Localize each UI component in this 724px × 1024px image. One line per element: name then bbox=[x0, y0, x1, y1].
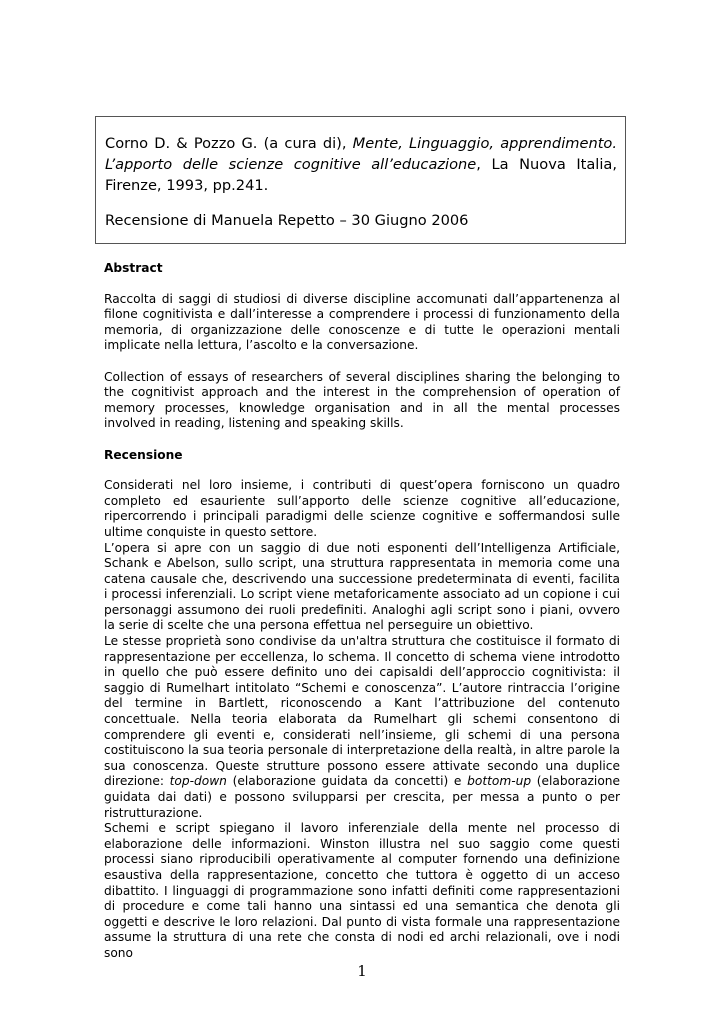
document-body bbox=[104, 261, 620, 962]
citation-authors: Corno D. & Pozzo G. (a cura di), bbox=[105, 135, 353, 152]
review-paragraph: L’opera si apre con un saggio di due noti esponenti dell’Intelligenza Artificiale, Schank e Abelson, sullo script, una struttura rappresentata in memoria come una catena causale che, descrivendo una successione predeterminata di eventi, facilita i processi inferenziali. Lo script viene metaforicamente associato ad un copione i cui personaggi assumono dei ruoli predefiniti. Analoghi agli script sono i piani, ovvero la serie di scelte che una persona effettua nel perseguire un obiettivo. bbox=[104, 540, 620, 633]
review-paragraph: Considerati nel loro insieme, i contributi di quest’opera forniscono un quadro completo ed esauriente sull’apporto delle scienze cognitive all’educazione, ripercorrendo i principali paradigmi delle scienze cognitive e soffermandosi sulle ultime conquiste in questo settore. bbox=[104, 478, 620, 539]
abstract-english: Collection of essays of researchers of several disciplines sharing the belonging to the cognitivist approach and the interest in the comprehension of operation of memory processes, knowledge organisation and in all the mental processes involved in reading, listening and speaking skills. bbox=[104, 369, 620, 431]
abstract-italian: Raccolta di saggi di studiosi di diverse discipline accomunati dall’appartenenza al filone cognitivista e dall’interesse a comprendere i processi di funzionamento della memoria, di organizzazione delle conoscenze e di tutte le operazioni mentali implicate nella lettura, l’ascolto e la conversazione. bbox=[104, 291, 620, 353]
page-number: 1 bbox=[357, 962, 367, 980]
abstract-heading: Abstract bbox=[104, 261, 163, 275]
citation-title: Mente, Linguaggio, apprendimento. L’apporto delle scienze cognitive all’educazione bbox=[105, 135, 617, 173]
review-paragraph bbox=[104, 634, 620, 821]
review-text: (elaborazione guidata dai dati) e possono svilupparsi per crescita, per messa a punto o per ristrutturazione. bbox=[104, 774, 621, 820]
citation-box bbox=[95, 116, 626, 244]
review-text: (elaborazione guidata da concetti) e bbox=[226, 774, 468, 789]
review-text: Le stesse proprietà sono condivise da un'altra struttura che costituisce il formato di rappresentazione per eccellenza, lo schema. Il concetto di schema viene introdotto in quello che può essere definito uno dei capisaldi dell’approccio cognitivista: il saggio di Rumelhart intitolato “Schemi e conoscenza”. L’autore rintraccia l’origine del termine in Bartlett, riconoscendo a Kant l’attribuzione del contenuto concettuale. Nella teoria elaborata da Rumelhart gli schemi consentono di comprendere gli eventi e, considerati nell’insieme, gli schemi di una persona costituiscono la sua teoria personale di interpretazione della realtà, in altre parole la sua conoscenza. Queste strutture possono essere attivate secondo una duplice direzione: bbox=[104, 634, 620, 789]
citation-publication: , La Nuova Italia, Firenze, 1993, pp.241. bbox=[105, 156, 618, 194]
review-heading: Recensione bbox=[104, 447, 183, 462]
bibliographic-citation bbox=[105, 133, 617, 196]
review-emphasis: top-down bbox=[169, 774, 227, 789]
reviewer-line: Recensione di Manuela Repetto – 30 Giugno 2006 bbox=[105, 212, 469, 229]
review-paragraph: Schemi e script spiegano il lavoro inferenziale della mente nel processo di elaborazione delle informazioni. Winston illustra nel suo saggio come questi processi siano riproducibili operativamente al computer fornendo una definizione esaustiva della rappresentazione, concetto che tuttora è oggetto di un acceso dibattito. I linguaggi di programmazione sono infatti definiti come rappresentazioni di procedure e come tali hanno una sintassi ed una semantica che denota gli oggetti e descrive le loro relazioni. Dal punto di vista formale una rappresentazione assume la struttura di una rete che consta di nodi ed archi relazionali, ove i nodi sono bbox=[104, 821, 620, 960]
review-emphasis: bottom-up bbox=[467, 774, 532, 789]
